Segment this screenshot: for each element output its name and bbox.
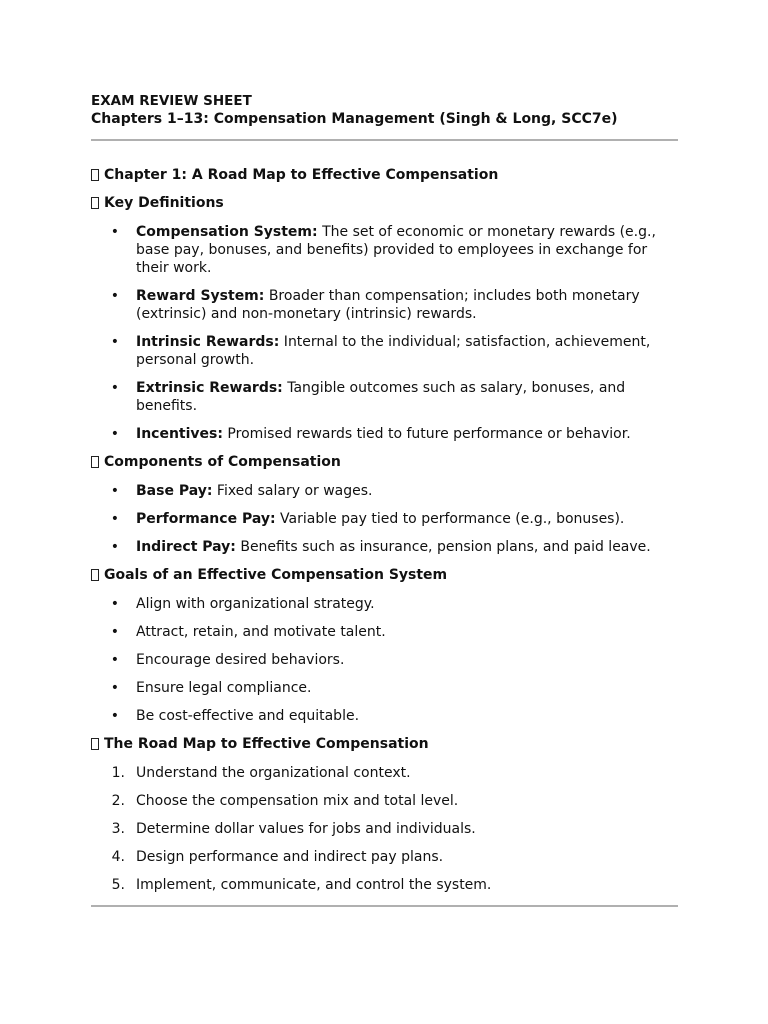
list-item — [91, 848, 678, 866]
bullet: • — [110, 380, 119, 396]
step-number: 5. — [111, 877, 125, 893]
goal-text: Ensure legal compliance. — [136, 680, 312, 696]
term-description: The set of economic or monetary rewards (e.g., base pay, bonuses, and benefits) provided to employees in exchange for their work. — [136, 224, 656, 276]
section-title: Key Definitions — [104, 195, 224, 211]
term-description: Internal to the individual; satisfaction, achievement, personal growth. — [136, 334, 651, 368]
section-heading-key-definitions — [91, 194, 678, 212]
sheet-subtitle: Chapters 1–13: Compensation Management (Singh & Long, SCC7e) — [91, 111, 618, 127]
emoji-placeholder-icon — [91, 197, 99, 209]
step-text: Design performance and indirect pay plans. — [136, 849, 444, 865]
bullet: • — [110, 483, 119, 499]
section-title: Goals of an Effective Compensation System — [104, 567, 448, 583]
bullet: • — [110, 539, 119, 555]
step-number: 2. — [111, 793, 125, 809]
emoji-placeholder-icon — [91, 738, 99, 750]
components-list — [91, 482, 678, 556]
chapter-title: Chapter 1: A Road Map to Effective Compensation — [104, 167, 499, 183]
term-label: Intrinsic Rewards: — [136, 334, 280, 350]
bullet: • — [110, 708, 119, 724]
step-number: 1. — [111, 765, 125, 781]
goal-text: Attract, retain, and motivate talent. — [136, 624, 386, 640]
term-description: Fixed salary or wages. — [212, 483, 373, 499]
list-item — [91, 379, 678, 415]
term-description: Promised rewards tied to future performance or behavior. — [222, 426, 631, 442]
term-label: Performance Pay: — [136, 511, 276, 527]
step-text: Understand the organizational context. — [136, 765, 411, 781]
list-item — [91, 287, 678, 323]
emoji-placeholder-icon — [91, 456, 99, 468]
step-text: Determine dollar values for jobs and individuals. — [136, 821, 476, 837]
term-label: Reward System: — [136, 288, 265, 304]
list-item — [91, 792, 678, 810]
goal-text: Encourage desired behaviors. — [136, 652, 345, 668]
section-title: The Road Map to Effective Compensation — [104, 736, 429, 752]
step-number: 4. — [111, 849, 125, 865]
step-number: 3. — [111, 821, 125, 837]
sheet-title: EXAM REVIEW SHEET — [91, 93, 252, 109]
goal-text: Align with organizational strategy. — [136, 596, 375, 612]
step-text: Implement, communicate, and control the system. — [136, 877, 492, 893]
step-text: Choose the compensation mix and total level. — [136, 793, 459, 809]
bullet: • — [110, 680, 119, 696]
list-item — [91, 651, 678, 669]
term-label: Extrinsic Rewards: — [136, 380, 283, 396]
bullet: • — [110, 511, 119, 527]
term-description: Tangible outcomes such as salary, bonuses, and benefits. — [136, 380, 626, 414]
list-item — [91, 764, 678, 782]
list-item — [91, 679, 678, 697]
chapter-heading — [91, 166, 678, 184]
emoji-placeholder-icon — [91, 169, 99, 181]
section-heading-goals — [91, 566, 678, 584]
section-title: Components of Compensation — [104, 454, 341, 470]
review-sheet — [91, 92, 678, 907]
term-description: Broader than compensation; includes both monetary (extrinsic) and non-monetary (intrinsic) rewards. — [136, 288, 640, 322]
list-item — [91, 510, 678, 528]
bullet: • — [110, 596, 119, 612]
list-item — [91, 538, 678, 556]
list-item — [91, 623, 678, 641]
term-label: Incentives: — [136, 426, 223, 442]
bottom-divider — [91, 905, 678, 907]
section-heading-road-map — [91, 735, 678, 753]
section-heading-components — [91, 453, 678, 471]
emoji-placeholder-icon — [91, 569, 99, 581]
list-item — [91, 482, 678, 500]
term-description: Variable pay tied to performance (e.g., bonuses). — [275, 511, 625, 527]
list-item — [91, 425, 678, 443]
term-description: Benefits such as insurance, pension plans, and paid leave. — [235, 539, 651, 555]
bullet: • — [110, 426, 119, 442]
goals-list — [91, 595, 678, 725]
list-item — [91, 223, 678, 277]
bullet: • — [110, 288, 119, 304]
bullet: • — [110, 224, 119, 240]
key-definitions-list — [91, 223, 678, 443]
list-item — [91, 595, 678, 613]
list-item — [91, 333, 678, 369]
bullet: • — [110, 652, 119, 668]
list-item — [91, 876, 678, 894]
term-label: Compensation System: — [136, 224, 318, 240]
list-item — [91, 820, 678, 838]
bullet: • — [110, 624, 119, 640]
term-label: Indirect Pay: — [136, 539, 236, 555]
list-item — [91, 707, 678, 725]
bullet: • — [110, 334, 119, 350]
term-label: Base Pay: — [136, 483, 213, 499]
road-map-list — [91, 764, 678, 894]
goal-text: Be cost-effective and equitable. — [136, 708, 360, 724]
